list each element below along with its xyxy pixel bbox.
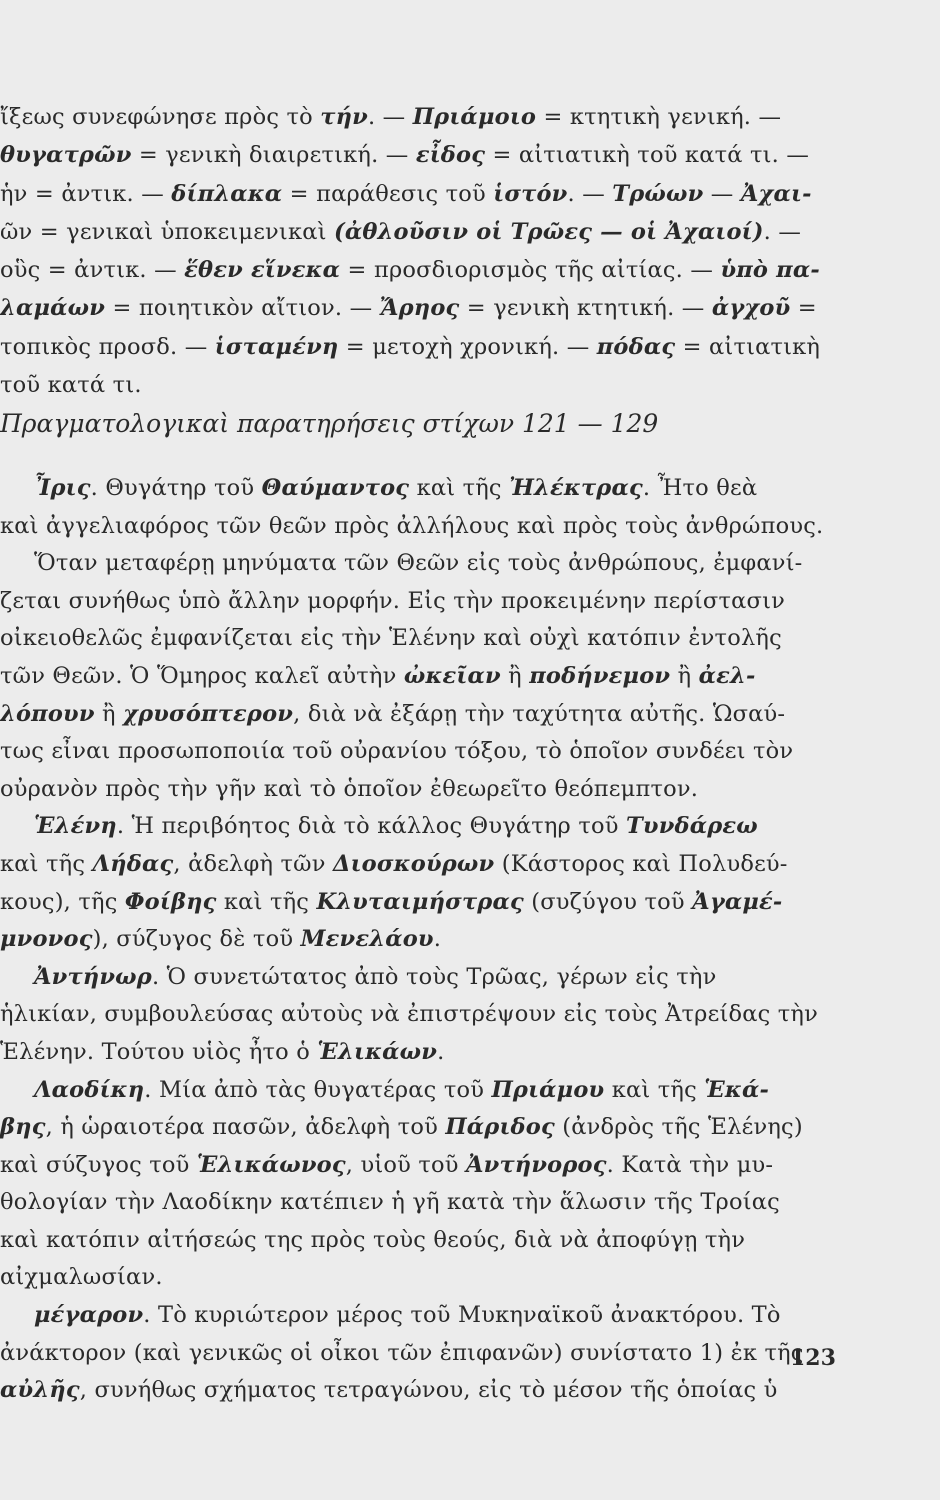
emphasized-term: ἀγχοῦ [711,295,791,322]
glossary-line [0,366,905,404]
text-run: ἢ [670,662,699,689]
text-run: , ἀδελφὴ τῶν [173,850,333,877]
emphasized-term: μέγαρον [34,1302,144,1329]
emphasized-term: ἱσταμένη [214,333,339,360]
emphasized-term: Μενελάου [300,926,434,953]
body-line [0,1184,905,1222]
body-line [0,884,905,922]
text-run: . [437,1038,445,1065]
text-run: ἀνάκτορον (καὶ γενικῶς οἱ οἶκοι τῶν ἐπιφανῶν) συνίστατο 1) ἐκ τῆς [0,1339,804,1366]
emphasized-term: Λαοδίκη [34,1076,145,1103]
text-run: ῶν = γενικαὶ ὑποκειμενικαὶ [0,218,334,245]
commentary-body [0,470,905,1410]
body-line [0,921,905,959]
text-run: καὶ τῆς [409,475,510,501]
text-run: = αἰτιατικὴ τοῦ κατά τι. — [485,142,810,169]
emphasized-term: Τρώων [612,180,704,207]
text-run: . Τὸ κυριώτερον μέρος τοῦ Μυκηναϊκοῦ ἀνακτόρου. Τὸ [143,1302,781,1329]
emphasized-term: Τυνδάρεω [625,813,758,840]
body-line [0,620,905,658]
emphasized-term: χρυσόπτερον [123,700,294,727]
emphasized-term: αὐλῆς [0,1377,80,1404]
emphasized-term: ποδήνεμον [529,662,671,689]
body-line [0,771,905,809]
emphasized-term: Πάριδος [445,1114,555,1141]
text-run: οὓς = ἀντικ. — [0,257,185,284]
text-run: καὶ τῆς [604,1076,705,1103]
emphasized-term: δίπλακα [171,180,283,207]
glossary-line [0,175,905,213]
glossary-line [0,136,905,174]
emphasized-term: λόπουν [0,700,95,727]
body-line [0,1034,905,1072]
emphasized-term: Ἑλικάωνος [196,1151,346,1178]
emphasized-term: Ἑλικάων [317,1038,438,1065]
text-run: ἢ [94,700,124,727]
body-line [0,1222,905,1260]
text-run: (συζύγου τοῦ [523,888,693,915]
emphasized-term: λαμάων [0,295,106,322]
body-line [0,959,905,997]
emphasized-term: Ἶρις [34,475,91,501]
body-line [0,508,905,546]
page-number: 123 [790,1345,836,1371]
emphasized-term: Ἠλέκτρας [509,475,643,501]
emphasized-term: Θαύμαντος [261,475,410,501]
body-line [0,1109,905,1147]
emphasized-term: ἱστόν [493,180,568,207]
emphasized-term: Ἀντήνορος [465,1151,607,1178]
text-run: Ὅταν μεταφέρῃ μηνύματα τῶν Θεῶν εἰς τοὺς ἀνθρώπους, ἐμφανί- [34,550,803,577]
text-run: καὶ σύζυγος τοῦ [0,1151,197,1178]
emphasized-term: (ἀθλοῦσιν οἱ Τρῶες — οἱ Ἀχαιοί) [333,218,764,245]
text-run: ζεται συνήθως ὑπὸ ἄλλην μορφήν. Εἰς τὴν προκειμένην περίστασιν [0,587,785,614]
emphasized-term: Ἀγαμέ- [692,888,783,915]
text-run: = ποιητικὸν αἴτιον. — [105,295,380,322]
emphasized-term: πόδας [596,333,676,360]
text-run: τοῦ κατά τι. [0,372,142,399]
text-run: ), σύζυγος δὲ τοῦ [92,926,301,953]
text-run: . Ἦτο θεὰ [642,475,758,501]
body-line [0,846,905,884]
body-line [0,996,905,1034]
emphasized-term: ἕθεν εἵνεκα [184,257,341,284]
text-run: κους), τῆς [0,888,125,915]
text-run: καὶ τῆς [216,888,317,915]
text-run: ἡν = ἀντικ. — [0,180,172,207]
emphasized-term: Διοσκούρων [332,850,495,877]
emphasized-term: Ἀχαι- [740,180,812,207]
emphasized-term: βης [0,1114,46,1141]
body-line [0,1072,905,1110]
text-run: = γενικὴ διαιρετική. — [131,142,416,169]
body-line [0,470,905,508]
emphasized-term: Ἑκά- [704,1076,770,1103]
text-run: θολογίαν τὴν Λαοδίκην κατέπιεν ἡ γῆ κατὰ τὴν ἅλωσιν τῆς Τροίας [0,1189,780,1216]
text-run: Ἑλένην. Τούτου υἱὸς ἦτο ὁ [0,1038,318,1065]
text-run: τῶν Θεῶν. Ὁ Ὅμηρος καλεῖ αὐτὴν [0,662,404,689]
glossary-line [0,213,905,251]
text-run: . Ἡ περιβόητος διὰ τὸ κάλλος Θυγάτηρ τοῦ [116,813,626,840]
glossary-line [0,328,905,366]
emphasized-term: ὑπὸ πα- [720,257,820,284]
body-line [0,1259,905,1297]
body-line [0,1297,905,1335]
text-run: οἰκειοθελῶς ἐμφανίζεται εἰς τὴν Ἑλένην καὶ οὐχὶ κατόπιν ἐντολῆς [0,625,782,652]
glossary-line [0,251,905,289]
emphasized-term: μνονος [0,926,93,953]
text-run: τοπικὸς προσδ. — [0,333,215,360]
text-run: . Κατὰ τὴν μυ- [606,1151,774,1178]
grammar-glossary [0,98,905,404]
text-run: . [433,926,442,953]
text-run: ἴξεως συνεφώνησε πρὸς τὸ [0,104,321,130]
text-run: ἡλικίαν, συμβουλεύσας αὐτοὺς νὰ ἐπιστρέψουν εἰς τοὺς Ἀτρείδας τὴν [0,1001,818,1028]
emphasized-term: Λήδας [92,850,174,877]
emphasized-term: ἀελ- [698,662,756,689]
body-line [0,583,905,621]
body-line [0,1147,905,1185]
text-run: , υἱοῦ τοῦ [345,1151,466,1178]
body-line [0,1335,905,1373]
text-run: οὐρανὸν πρὸς τὴν γῆν καὶ τὸ ὁποῖον ἐθεωρεῖτο θεόπεμπτον. [0,775,699,802]
text-run: — [703,180,741,207]
text-run: . — [367,104,413,130]
section-heading: Πραγματολογικαὶ παρατηρήσεις στίχων 121 — 129 [0,409,659,438]
emphasized-term: ὠκεῖαν [403,662,501,689]
text-run: (ἀνδρὸς τῆς Ἑλένης) [554,1114,803,1141]
emphasized-term: τήν [320,104,368,130]
emphasized-term: Ἀντήνωρ [34,963,152,990]
text-run: . — [567,180,613,207]
text-run: τως εἶναι προσωποποιία τοῦ οὐρανίου τόξου, τὸ ὁποῖον συνδέει τὸν [0,738,794,765]
text-run: = γενικὴ κτητική. — [459,295,712,322]
glossary-line [0,289,905,327]
text-run: = προσδιορισμὸς τῆς αἰτίας. — [340,257,721,284]
text-run: = κτητικὴ γενική. — [536,104,782,130]
text-run: καὶ κατόπιν αἰτήσεώς της πρὸς τοὺς θεούς, διὰ νὰ ἀποφύγῃ τὴν [0,1226,746,1253]
body-line [0,696,905,734]
body-line [0,545,905,583]
body-line [0,658,905,696]
text-run: , συνήθως σχήματος τετραγώνου, εἰς τὸ μέσον τῆς ὁποίας ὑ [79,1377,778,1404]
text-run: . Ὁ συνετώτατος ἀπὸ τοὺς Τρῶας, γέρων εἰς τὴν [151,963,717,990]
emphasized-term: εἶδος [415,142,486,169]
text-run: αἰχμαλωσίαν. [0,1264,163,1291]
text-run: . Μία ἀπὸ τὰς θυγατέρας τοῦ [144,1076,492,1103]
text-run: . — [763,218,802,245]
emphasized-term: Ἄρηος [379,295,460,322]
text-run: (Κάστορος καὶ Πολυδεύ- [494,850,788,877]
emphasized-term: Φοίβης [124,888,217,915]
text-run: , διὰ νὰ ἐξάρῃ τὴν ταχύτητα αὐτῆς. Ὡσαύ- [293,700,786,727]
text-run: = παράθεσις τοῦ [282,180,494,207]
emphasized-term: Πριάμοιο [412,104,537,130]
text-run: = [790,295,817,322]
emphasized-term: Κλυταιμήστρας [316,888,524,915]
body-line [0,733,905,771]
text-run: καὶ ἀγγελιαφόρος τῶν θεῶν πρὸς ἀλλήλους καὶ πρὸς τοὺς ἀνθρώπους. [0,512,824,539]
text-run: καὶ τῆς [0,850,93,877]
emphasized-term: Ἑλένη [34,813,117,840]
body-line [0,808,905,846]
text-run: = μετοχὴ χρονική. — [338,333,597,360]
text-run: ἢ [500,662,530,689]
text-run: , ἡ ὡραιοτέρα πασῶν, ἀδελφὴ τοῦ [45,1114,446,1141]
body-line [0,1372,905,1410]
emphasized-term: Πριάμου [491,1076,605,1103]
text-run: = αἰτιατικὴ [675,333,821,360]
emphasized-term: θυγατρῶν [0,142,132,169]
glossary-line [0,98,905,136]
text-run: . Θυγάτηρ τοῦ [90,475,262,501]
